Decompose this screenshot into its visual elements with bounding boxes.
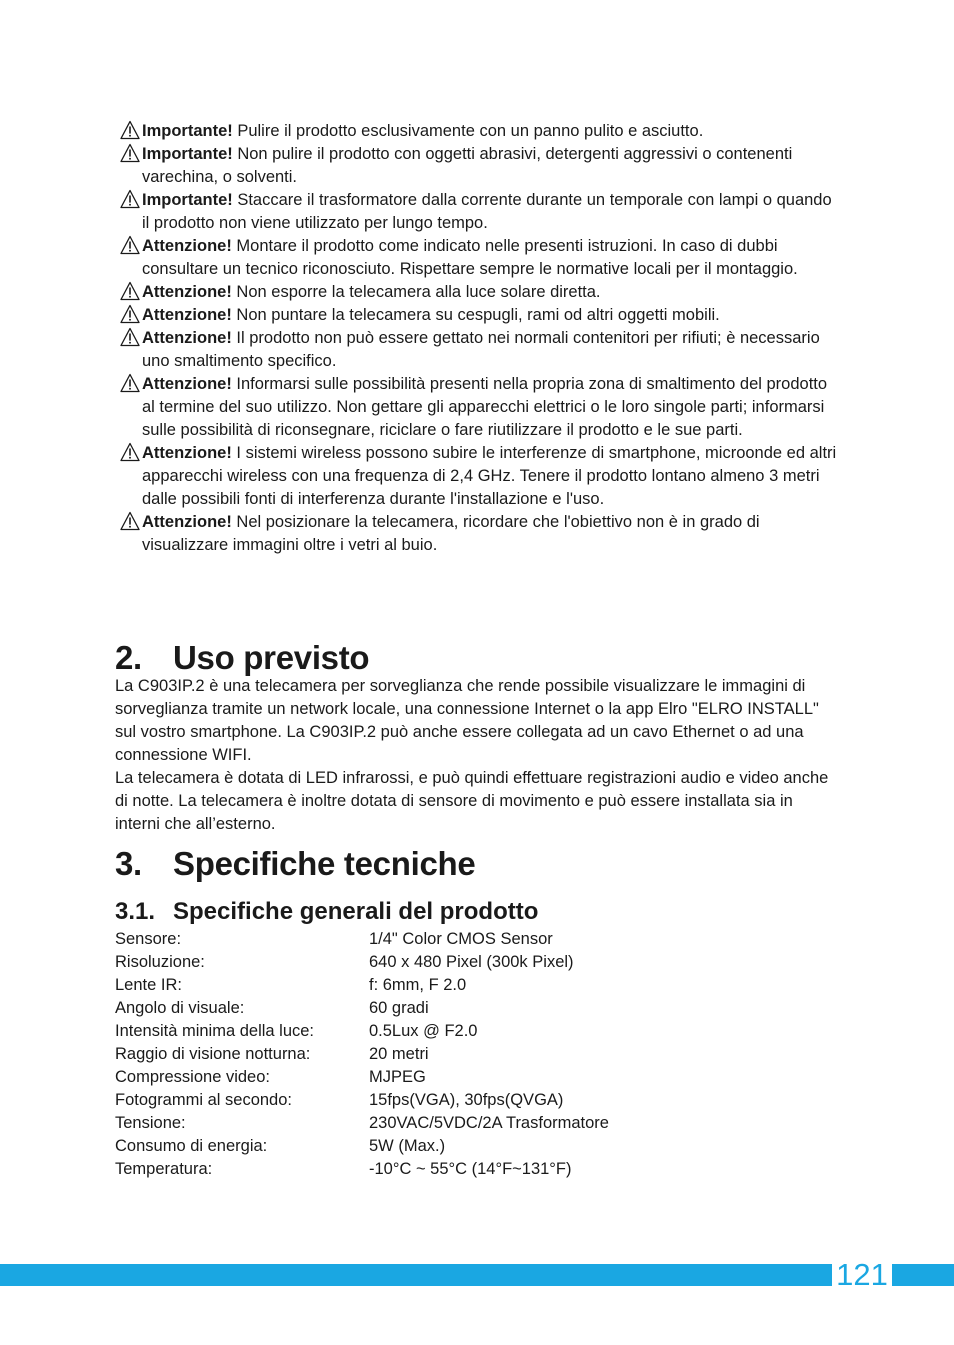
warning-item: [0, 235, 842, 281]
warning-triangle-icon: [120, 281, 140, 301]
warning-item: [0, 304, 842, 327]
section-number: 3.: [115, 845, 142, 882]
warning-text: Il prodotto non può essere gettato nei normali contenitori per rifiuti; è necessario uno smaltimento specifico.: [142, 329, 820, 370]
spec-key: Fotogrammi al secondo:: [115, 1091, 292, 1109]
warning-text: Non puntare la telecamera su cespugli, rami od altri oggetti mobili.: [231, 306, 720, 324]
spec-key: Intensità minima della luce:: [115, 1022, 315, 1040]
warning-label: Attenzione!: [142, 306, 232, 324]
spec-row: [115, 1066, 609, 1089]
warning-text: Non esporre la telecamera alla luce solare diretta.: [231, 283, 601, 301]
spec-value: MJPEG: [369, 1068, 426, 1086]
spec-row: [115, 1089, 609, 1112]
spec-row: [115, 951, 609, 974]
spec-key: Lente IR:: [115, 976, 182, 994]
warning-text: I sistemi wireless possono subire le interferenze di smartphone, microonde ed altri apparecchi wireless con una frequenza di 2,4 GHz. Tenere il prodotto lontano almeno 3 metri dalle possibili fonti di interferenza durante l'installazione e l'uso.: [142, 444, 837, 508]
paragraph: La C903IP.2 è una telecamera per sorveglianza che rende possibile visualizzare le immagini di sorveglianza tramite un network locale, una connessione Internet o la app Elro "ELRO INSTALL" sul vostro smartphone. La C903IP.2 può anche essere collegata ad un cavo Ethernet o ad una connessione WIFI.: [115, 677, 819, 764]
spec-row: [115, 1135, 609, 1158]
spec-value: -10°C ~ 55°C (14°F~131°F): [369, 1160, 572, 1178]
warning-triangle-icon: [120, 235, 140, 255]
spec-key: Risoluzione:: [115, 953, 205, 971]
page-number: 121: [836, 1257, 888, 1292]
warning-triangle-icon: [120, 442, 140, 462]
warning-label: Attenzione!: [142, 513, 232, 531]
section-number: 2.: [115, 639, 142, 676]
bracket-right: [892, 1264, 895, 1286]
spec-value: 15fps(VGA), 30fps(QVGA): [369, 1091, 564, 1109]
spec-value: 640 x 480 Pixel (300k Pixel): [369, 953, 574, 971]
warning-label: Attenzione!: [142, 237, 232, 255]
spec-value: f: 6mm, F 2.0: [369, 976, 467, 994]
spec-table: [115, 928, 609, 1181]
warning-triangle-icon: [120, 327, 140, 347]
spec-row: [115, 974, 609, 997]
spec-value: 0.5Lux @ F2.0: [369, 1022, 478, 1040]
page-number-box: [829, 1258, 895, 1292]
spec-value: 20 metri: [369, 1045, 429, 1063]
warning-text: Montare il prodotto come indicato nelle presenti istruzioni. In caso di dubbi consultare un tecnico riconosciuto. Rispettare sempre le normative locali per il montaggio.: [142, 237, 798, 278]
spec-key: Compressione video:: [115, 1068, 270, 1086]
warning-item: [0, 143, 842, 189]
section-title: Specifiche tecniche: [173, 845, 476, 882]
spec-row: [115, 1020, 609, 1043]
spec-key: Raggio di visione notturna:: [115, 1045, 311, 1063]
warning-label: Attenzione!: [142, 444, 232, 462]
warning-item: [0, 120, 842, 143]
warning-label: Attenzione!: [142, 329, 232, 347]
warning-text: Nel posizionare la telecamera, ricordare che l'obiettivo non è in grado di visualizzare immagini oltre i vetri al buio.: [142, 513, 760, 554]
subsection-number: 3.1.: [115, 898, 156, 925]
warning-item: [0, 327, 842, 373]
spec-key: Temperatura:: [115, 1160, 213, 1178]
warning-item: [0, 281, 842, 304]
subsection-title: Specifiche generali del prodotto: [173, 898, 539, 925]
warning-text: Pulire il prodotto esclusivamente con un panno pulito e asciutto.: [232, 122, 704, 140]
spec-value: 1/4" Color CMOS Sensor: [369, 930, 553, 948]
section-heading-specifiche-tecniche: [115, 845, 475, 883]
spec-row: [115, 1158, 609, 1181]
subsection-heading: [115, 898, 538, 926]
section-title: Uso previsto: [173, 639, 370, 676]
warning-item: [0, 373, 842, 442]
warning-triangle-icon: [120, 304, 140, 324]
warning-label: Attenzione!: [142, 283, 232, 301]
warning-text: Informarsi sulle possibilità presenti nella propria zona di smaltimento del prodotto al termine del suo utilizzo. Non gettare gli apparecchi elettrici o le loro singole parti; informarsi sulle possibilità di riconsegnare, riciclare o fare riutilizzare il prodotto e le sue parti.: [142, 375, 828, 439]
paragraph: La telecamera è dotata di LED infrarossi, e può quindi effettuare registrazioni audio e video anche di notte. La telecamera è inoltre dotata di sensore di movimento e può essere installata sia in interni che all’esterno.: [115, 769, 829, 833]
spec-row: [115, 1112, 609, 1135]
spec-key: Sensore:: [115, 930, 182, 948]
spec-value: 230VAC/5VDC/2A Trasformatore: [369, 1114, 609, 1132]
warning-text: Staccare il trasformatore dalla corrente durante un temporale con lampi o quando il prodotto non viene utilizzato per lungo tempo.: [142, 191, 832, 232]
warning-triangle-icon: [120, 373, 140, 393]
warning-item: [0, 511, 842, 557]
warning-label: Importante!: [142, 122, 233, 140]
spec-key: Consumo di energia:: [115, 1137, 268, 1155]
warning-triangle-icon: [120, 189, 140, 209]
spec-row: [115, 997, 609, 1020]
warning-label: Importante!: [142, 191, 233, 209]
spec-row: [115, 1043, 609, 1066]
warning-triangle-icon: [120, 143, 140, 163]
footer-bar: [0, 1264, 954, 1286]
warning-triangle-icon: [120, 511, 140, 531]
warning-item: [0, 189, 842, 235]
spec-row: [115, 928, 609, 951]
section-heading-uso-previsto: [115, 639, 369, 677]
spec-key: Tensione:: [115, 1114, 186, 1132]
warning-label: Importante!: [142, 145, 233, 163]
spec-value: 5W (Max.): [369, 1137, 446, 1155]
spec-key: Angolo di visuale:: [115, 999, 245, 1017]
spec-value: 60 gradi: [369, 999, 429, 1017]
warning-triangle-icon: [120, 120, 140, 140]
warnings-list: [0, 120, 954, 557]
warning-text: Non pulire il prodotto con oggetti abrasivi, detergenti aggressivi o contenenti varechina, o solventi.: [142, 145, 793, 186]
warning-item: [0, 442, 842, 511]
warning-label: Attenzione!: [142, 375, 232, 393]
